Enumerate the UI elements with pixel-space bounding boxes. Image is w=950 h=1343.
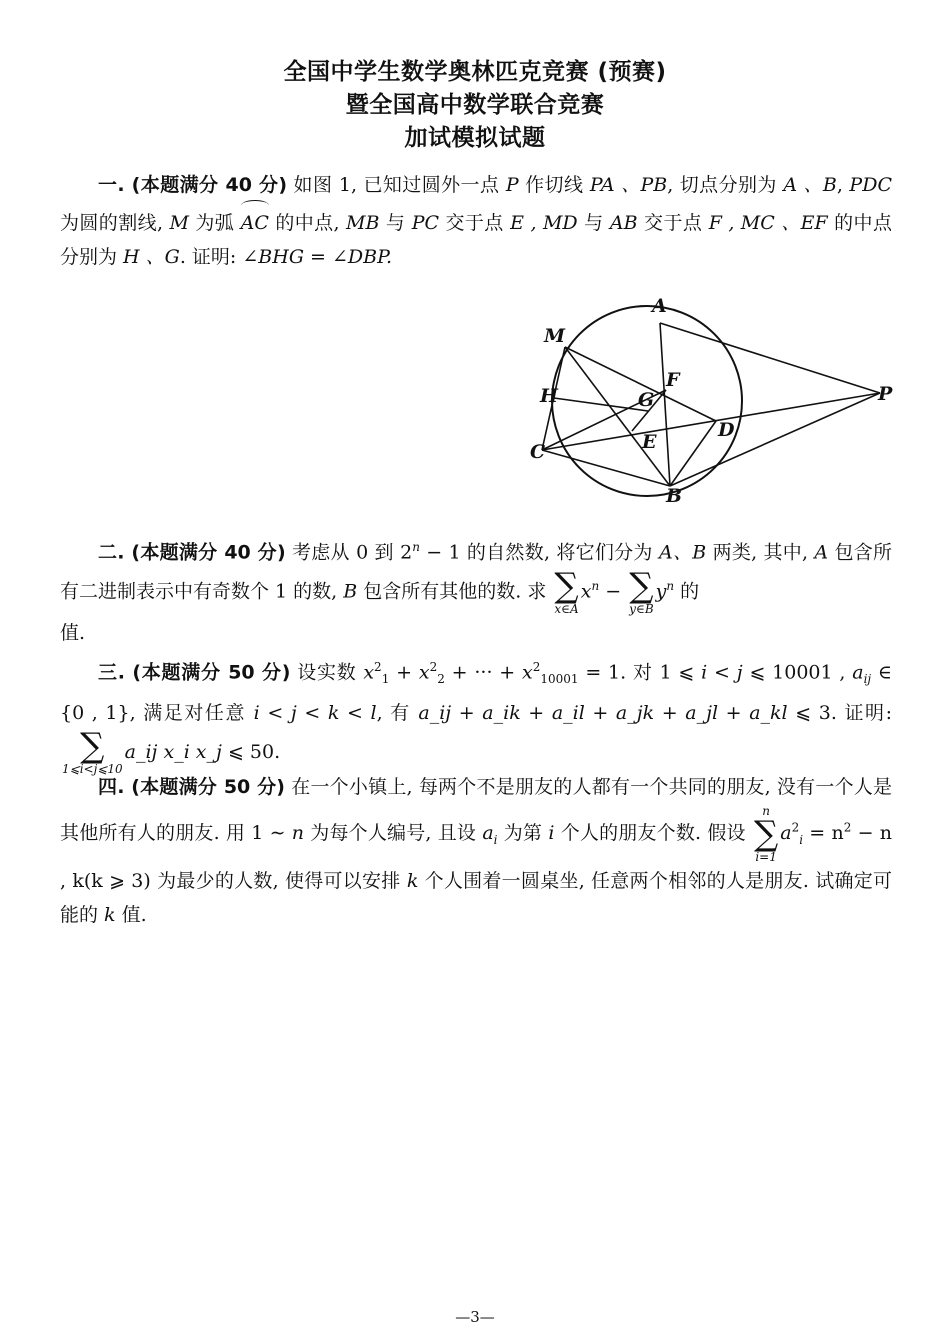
problem-3-head: 三. (本题满分 50 分)	[98, 661, 291, 684]
label-c: C	[530, 441, 546, 463]
segment-cb	[542, 450, 670, 486]
label-a: A	[652, 295, 667, 317]
arc-ac: AC	[241, 202, 269, 240]
segment-ab	[660, 323, 670, 486]
problem-1-conclusion: ∠BHG = ∠DBP.	[242, 246, 393, 268]
problem-3: 三. (本题满分 50 分) 设实数 $x^2_1 + x^2_2$ + ··· + $x^2_{10001} = 1$. 对 1 ⩽ i < j ⩽ 10001 , $a_{ij}$ ∈ {0 , 1}, 满足对任意 i < j < k < l, 有 a_ij + a_ik + a_il + a_jk + a_jl + a_kl ⩽ 3. 证明: ∑ 1⩽i<j⩽10 a_ij x_i x_j ⩽ 50.	[60, 660, 892, 777]
title-line-1: 全国中学生数学奥林匹克竞赛 (预赛)	[283, 59, 667, 85]
segment-hg	[554, 398, 648, 411]
problem-2: 二. (本题满分 40 分) 考虑从 0 到 $2^n - 1$ 的自然数, 将它们分为 A、B 两类, 其中, A 包含所有二进制表示中有奇数个 1 的数, B 包含所有其他的数. 求 ∑ x∈A $x^n$ − ∑ y∈B $y^n$ 的 值.	[60, 540, 893, 644]
label-e: E	[642, 431, 657, 453]
title-line-3: 加试模拟试题	[404, 125, 546, 151]
geometry-figure	[520, 290, 900, 510]
label-d: D	[718, 419, 735, 441]
sum-over-b: ∑ y∈B	[629, 565, 654, 616]
problem-1-head: 一. (本题满分 40 分)	[98, 174, 288, 196]
problem-1: 一. (本题满分 40 分) 如图 1, 已知过圆外一点 P 作切线 PA 、PB, 切点分别为 A 、B, PDC 为圆的割线, M 为弧 AC 的中点, MB 与 PC 交于点 E , MD 与 AB 交于点 F , MC 、EF 的中点分别为 H 、G. 证明: ∠BHG = ∠DBP.	[60, 174, 892, 268]
tangent-pb	[670, 393, 880, 486]
problem-4-head: 四. (本题满分 50 分)	[98, 776, 285, 798]
segment-mb	[565, 347, 670, 486]
label-b: B	[666, 485, 683, 507]
problem-4: 四. (本题满分 50 分) 在一个小镇上, 每两个不是朋友的人都有一个共同的朋友, 没有一个人是其他所有人的朋友. 用 1 ∼ n 为每个人编号, 且设 $a_i$ 为第 i 个人的朋友个数. 假设 n ∑ i=1 $a^2_i = n^2 - n$ , k(k ⩾ 3) 为最少的人数, 使得可以安排 k 个人围着一圆桌坐, 任意两个相邻的人是朋友. 试确定可能的 k 值.	[60, 776, 892, 926]
exam-title	[0, 56, 950, 155]
page-number: —3—	[455, 1308, 495, 1326]
sum-ai-squared: n ∑ i=1	[753, 804, 779, 864]
sum-aij: ∑ 1⩽i<j⩽10	[62, 726, 123, 777]
title-line-2: 暨全国高中数学联合竞赛	[345, 92, 605, 118]
label-p: P	[878, 383, 893, 405]
tangent-pa	[660, 323, 880, 393]
label-h: H	[540, 385, 558, 407]
problem-2-head: 二. (本题满分 40 分)	[98, 541, 286, 564]
sum-over-a: ∑ x∈A	[554, 565, 579, 616]
secant-pc	[542, 393, 880, 450]
label-f: F	[666, 369, 680, 391]
label-m: M	[544, 325, 566, 347]
label-g: G	[638, 389, 655, 411]
